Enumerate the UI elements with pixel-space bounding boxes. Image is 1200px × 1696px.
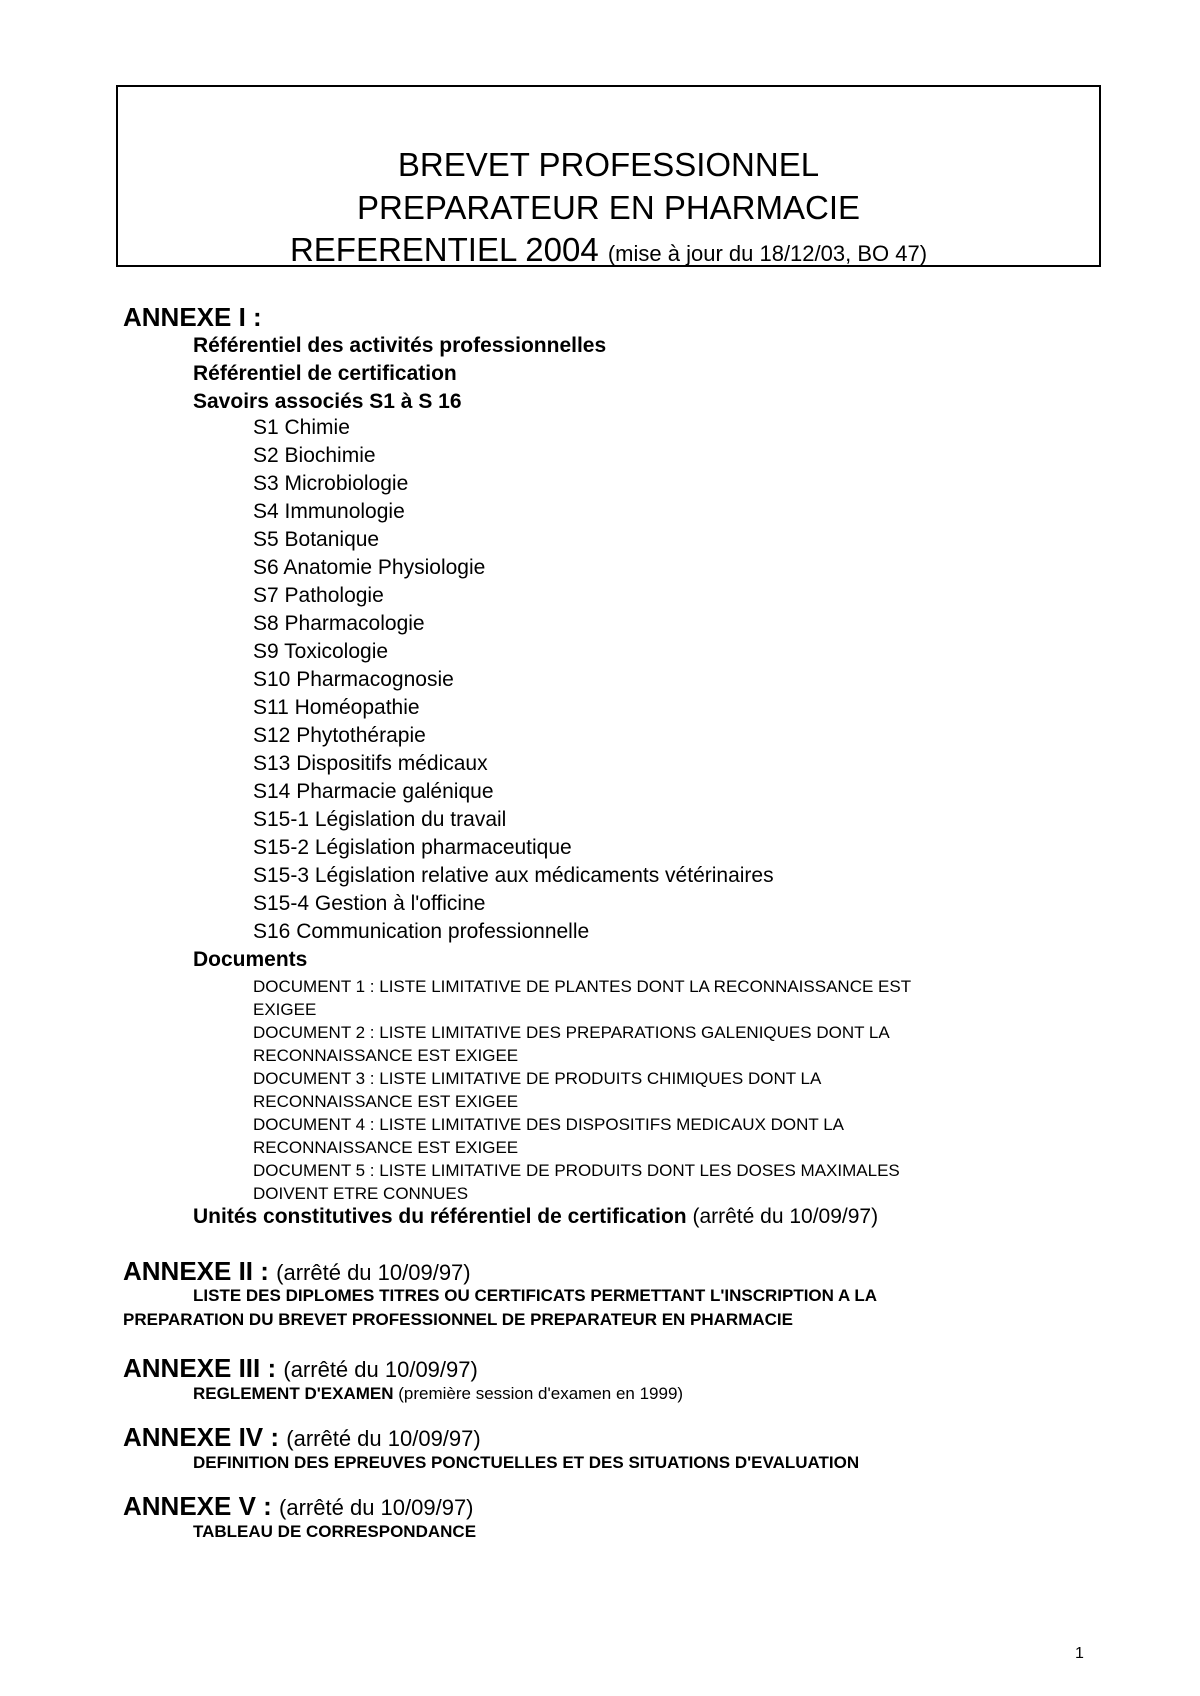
annex-4-note: (arrêté du 10/09/97) [286,1426,481,1451]
savoir-item: S10 Pharmacognosie [253,668,454,691]
document-line: DOCUMENT 1 : LISTE LIMITATIVE DE PLANTES DONT LA RECONNAISSANCE EST [253,977,912,996]
savoir-item: S7 Pathologie [253,584,384,607]
ref-activites: Référentiel des activités professionnelles [193,334,607,357]
document-line: DOCUMENT 3 : LISTE LIMITATIVE DE PRODUITS CHIMIQUES DONT LA [253,1069,822,1088]
annex-3-line-1 [193,1382,683,1406]
savoir-item: S15-3 Législation relative aux médicaments vétérinaires [253,864,774,887]
document-line: DOCUMENT 5 : LISTE LIMITATIVE DE PRODUITS DONT LES DOSES MAXIMALES [253,1161,900,1180]
savoir-item: S1 Chimie [253,416,350,439]
annex-2-line-2: PREPARATION DU BREVET PROFESSIONNEL DE PREPARATEUR EN PHARMACIE [123,1310,793,1329]
savoir-item: S15-1 Législation du travail [253,808,507,831]
annex-3-heading [123,1353,478,1385]
savoir-item: S3 Microbiologie [253,472,409,495]
savoir-item: S4 Immunologie [253,500,405,523]
annex-2-note: (arrêté du 10/09/97) [276,1260,471,1285]
documents-list [253,975,911,1205]
savoir-item: S15-4 Gestion à l'officine [253,892,486,915]
annex-2-label: ANNEXE II : [123,1256,269,1286]
documents-heading: Documents [193,948,308,971]
savoir-item: S15-2 Législation pharmaceutique [253,836,572,859]
document-line: RECONNAISSANCE EST EXIGEE [253,1092,519,1111]
savoir-item: S12 Phytothérapie [253,724,426,747]
savoir-item: S16 Communication professionnelle [253,920,590,943]
savoir-item: S5 Botanique [253,528,380,551]
unites-constitutives [193,1204,878,1230]
annex-5-label: ANNEXE V : [123,1491,272,1521]
title-line-2: PREPARATEUR EN PHARMACIE [356,189,861,226]
annex-3-note: (arrêté du 10/09/97) [283,1357,478,1382]
annex-1-label: ANNEXE I : [123,302,262,332]
annex-4-label: ANNEXE IV : [123,1422,280,1452]
title-referentiel: REFERENTIEL 2004 [289,231,599,268]
document-line: RECONNAISSANCE EST EXIGEE [253,1046,519,1065]
annex-1-heading [123,302,262,332]
title-line-3 [118,231,1099,273]
reglement-examen: REGLEMENT D'EXAMEN [193,1384,394,1403]
savoirs-associes: Savoirs associés S1 à S 16 [193,390,462,413]
document-line: DOCUMENT 2 : LISTE LIMITATIVE DES PREPARATIONS GALENIQUES DONT LA [253,1023,890,1042]
annex-4-line-1: DEFINITION DES EPREUVES PONCTUELLES ET DES SITUATIONS D'EVALUATION [193,1453,860,1472]
document-line: DOCUMENT 4 : LISTE LIMITATIVE DES DISPOSITIFS MEDICAUX DONT LA [253,1115,845,1134]
annex-2-line-1: LISTE DES DIPLOMES TITRES OU CERTIFICATS PERMETTANT L'INSCRIPTION A LA [193,1286,878,1305]
title-update-note: (mise à jour du 18/12/03, BO 47) [607,241,928,266]
savoir-item: S6 Anatomie Physiologie [253,556,486,579]
unites-note: (arrêté du 10/09/97) [692,1205,879,1228]
document-line: DOIVENT ETRE CONNUES [253,1184,469,1203]
unites-label: Unités constitutives du référentiel de certification [193,1205,687,1228]
savoir-item: S14 Pharmacie galénique [253,780,494,803]
ref-certification: Référentiel de certification [193,362,457,385]
annex-3-label: ANNEXE III : [123,1353,277,1383]
annex-5-heading [123,1491,474,1523]
document-line: EXIGEE [253,1000,317,1019]
savoir-item: S11 Homéopathie [253,696,420,719]
title-box [116,85,1101,267]
savoir-item: S13 Dispositifs médicaux [253,752,488,775]
annex-4-heading [123,1422,481,1454]
savoirs-list [253,414,774,946]
savoir-item: S2 Biochimie [253,444,376,467]
savoir-item: S9 Toxicologie [253,640,389,663]
page-number: 1 [1075,1645,1084,1662]
document-line: RECONNAISSANCE EST EXIGEE [253,1138,519,1157]
reglement-examen-note: (première session d'examen en 1999) [398,1384,684,1403]
title-line-1: BREVET PROFESSIONNEL [397,146,820,183]
annex-5-line-1: TABLEAU DE CORRESPONDANCE [193,1522,477,1541]
annex-5-note: (arrêté du 10/09/97) [279,1495,474,1520]
savoir-item: S8 Pharmacologie [253,612,425,635]
